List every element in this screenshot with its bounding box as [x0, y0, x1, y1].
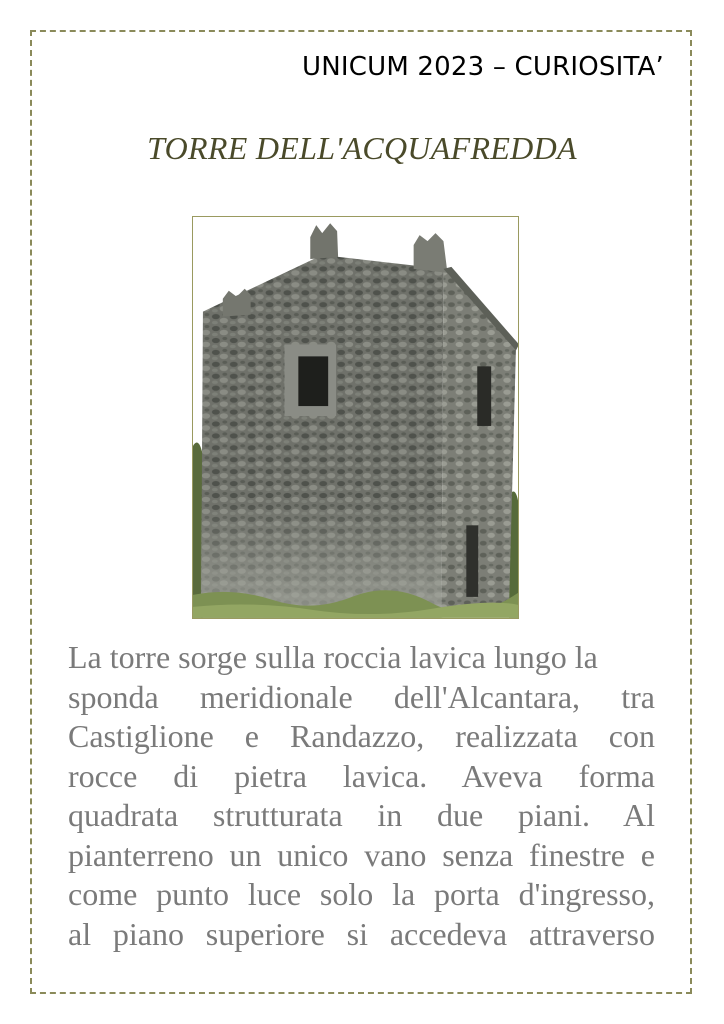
body-line: Castiglione e Randazzo, realizzata con: [68, 718, 655, 754]
page-title: TORRE DELL'ACQUAFREDDA: [147, 130, 577, 166]
body-line: quadrata strutturata in due piani. Al: [68, 797, 655, 833]
body-line: La torre sorge sulla roccia lavica lungo la: [68, 639, 598, 675]
tower-photo: [192, 216, 519, 619]
body-paragraph: [68, 638, 655, 954]
body-line: rocce di pietra lavica. Aveva forma: [68, 757, 655, 794]
tower-illustration: [193, 217, 518, 618]
body-line: come punto luce solo la porta d'ingresso,: [68, 876, 655, 912]
body-line: pianterreno un unico vano senza finestre e: [68, 836, 655, 873]
header-text: UNICUM 2023 – CURIOSITA’: [302, 52, 664, 82]
body-line: sponda meridionale dell'Alcantara, tra: [68, 678, 655, 715]
body-line: al piano superiore si accedeva attraverso: [68, 915, 655, 952]
